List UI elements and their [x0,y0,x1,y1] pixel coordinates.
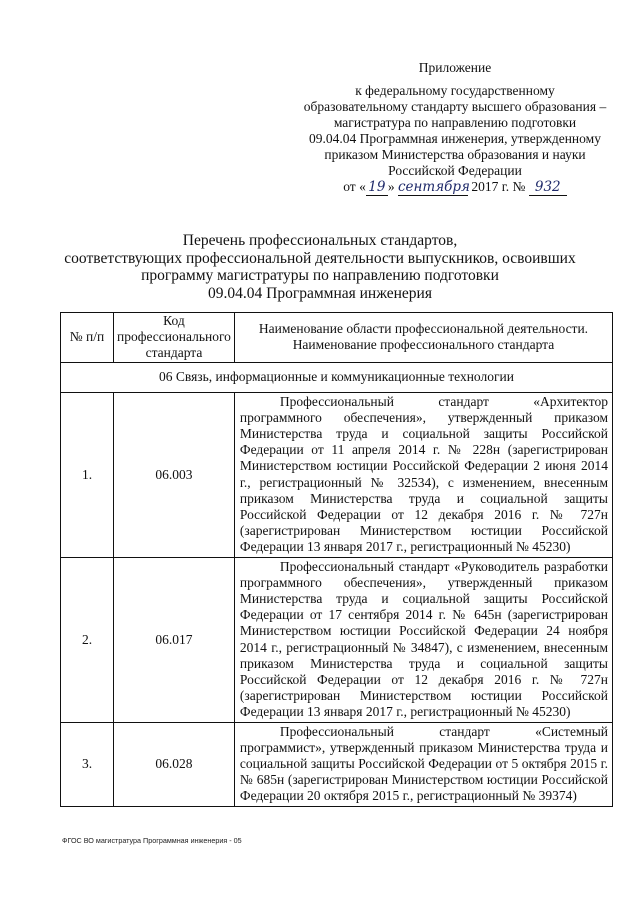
row-text: Профессиональный стандарт «Руководитель разработки программного обеспечения», утвержденный приказом Министерства труда и социальной защиты Российской Федерации от 17 сентября 2014 г. № 645н (зарегистрирован Министерством юстиции Российской Федерации 24 ноября 2014 г., регистрационный № 34847), с изменением, внесенным приказом Министерства труда и социальной защиты Российской Федерации от 12 декабря 2016 г. № 727н (зарегистрирован Министерством юстиции Российской Федерации 13 января 2017 г., регистрационный № 45230) [234,557,612,722]
row-num: 1. [61,392,114,557]
header-num: № п/п [61,313,114,363]
appendix-line: образовательному стандарту высшего образования – [303,99,607,114]
heading-line: Перечень профессиональных стандартов, [182,232,458,249]
heading-line: программу магистратуры по направлению подготовки [141,267,499,285]
row-num: 2. [61,557,114,722]
table-group-row [61,362,613,392]
header-name [234,313,612,363]
table-row [61,557,613,722]
appendix-line: приказом Министерства образования и науки [324,147,586,162]
appendix-line: 09.04.04 Программная инженерия, утвержденному [309,131,601,146]
date-separator: » [387,179,395,194]
header-name-line: Наименование профессионального стандарта [292,337,555,353]
appendix-block [300,60,610,196]
table-row [61,392,613,557]
appendix-line: к федеральному государственному [355,83,555,98]
table-row [61,722,613,806]
date-prefix: от « [343,179,366,194]
handwritten-day: 19 [366,179,388,196]
group-title: 06 Связь, информационные и коммуникационные технологии [61,362,613,392]
row-num: 3. [61,722,114,806]
appendix-line: магистратура по направлению подготовки [333,115,577,130]
appendix-line: Российской Федерации [388,163,522,178]
row-code: 06.017 [114,557,235,722]
header-name-line: Наименование области профессиональной деятельности. [258,321,589,337]
handwritten-order-number: 932 [529,179,567,196]
handwritten-month: сентября [397,179,470,195]
document-heading [60,232,580,302]
heading-line: 09.04.04 Программная инженерия [208,284,432,302]
approval-date-line [300,179,610,196]
row-text: Профессиональный стандарт «Системный программист», утвержденный приказом Министерства труда и социальной защиты Российской Федерации от 5 октября 2015 г. № 685н (зарегистрирован Министерством юстиции Российской Федерации 20 октября 2015 г., регистрационный № 39374) [234,722,612,806]
row-code: 06.003 [114,392,235,557]
table-header-row [61,313,613,363]
header-code: Код профессионального стандарта [114,313,235,363]
row-text: Профессиональный стандарт «Архитектор программного обеспечения», утвержденный приказом Министерства труда и социальной защиты Российской Федерации от 11 апреля 2014 г. № 228н (зарегистрирован Министерством юстиции Российской Федерации 2 июня 2014 г., регистрационный № 32534), с изменением, внесенным приказом Министерства труда и социальной защиты Российской Федерации от 12 декабря 2016 г. № 727н (зарегистрирован Министерством юстиции Российской Федерации 13 января 2017 г., регистрационный № 45230) [234,392,612,557]
standards-table [60,312,613,807]
appendix-caption: Приложение [418,60,492,75]
row-code: 06.028 [114,722,235,806]
heading-line: соответствующих профессиональной деятельности выпускников, освоивших [64,249,576,267]
page-footer: ФГОС ВО магистратура Программная инженерия - 05 [62,836,242,845]
date-year: 2017 г. № [471,179,526,194]
